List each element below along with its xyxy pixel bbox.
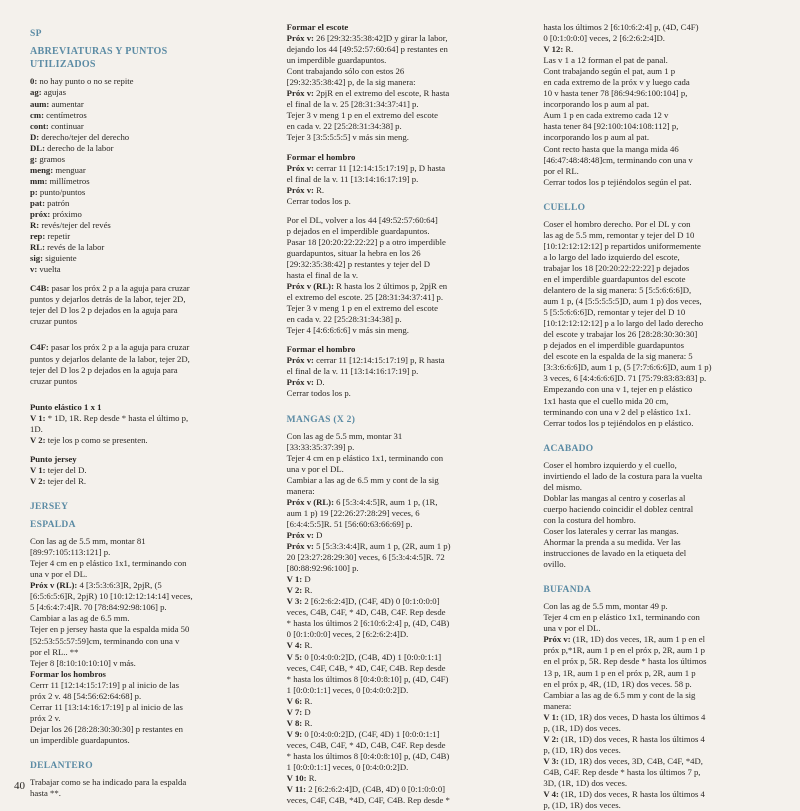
abbreviation-item: cm: centímetros [30, 109, 87, 120]
instruction-row: V 1: D [286, 574, 311, 585]
column-2 [287, 22, 530, 811]
section-title-bufanda: BUFANDA [543, 585, 592, 596]
abbreviation-item: v: vuelta [30, 264, 61, 275]
text-line: puntos y dejarlos delante de la labor, tejer 2D, [30, 353, 190, 364]
text-line: una v por el DL. [30, 569, 88, 580]
abbreviation-item: g: gramos [30, 153, 65, 164]
text-line: tejer del D los 2 p dejados en la aguja para [30, 364, 178, 375]
text-line: hasta los últimos 2 [6:10:6:2:4] p, (4D, C4F) [543, 22, 699, 32]
espalda-instructions: Con las ag de 5.5 mm, montar 81 [89:97:105:113:121] p. Tejer 4 cm en p elástico 1x1, terminando con una v por el DL. Próx v (RL): 4 [3:5:3:6:3]R, 2pjR, (5 [6:5:6:5:6]R, 2pjR) 10 [10:12:12:14:14] veces, 5 [4:6:4:7:4]R. 70 [78:84:92:98:106] p. Cambiar a las ag de 6.5 mm. Tejer en p jersey hasta que la espalda mida 50 [52:53:55:57:59]cm, terminando con una v por el RL.. ** Tejer 8 [8:10:10:10:10] v más. Formar los hombros Cerrr 11 [12:14:15:17:19] p al inicio de las próx 2 v. 48 [54:56:62:64:68] p. Cerrar 11 [13:14:16:17:19] p al inicio de las próx 2 v. Dejar los 26 [28:28:30:30:30] p restantes en un imperdible guardapuntos. [30, 536, 273, 746]
instruction-row: Próx v: D [286, 529, 323, 540]
text-line: 3 veces, 6 [4:4:6:6:6]D. 71 [75:79:83:83:83] p. [543, 373, 707, 384]
text-line: Coser los laterales y cerrar las mangas. [543, 526, 679, 536]
text-line: Trabajar como se ha indicado para la espalda [30, 777, 187, 788]
text-line: incorporando los p aum al pat. [543, 132, 650, 143]
text-line: delantero de la sig manera: 5 [5:5:6:6:6]D, [543, 285, 692, 296]
text-line: el final de la v. 11 [13:14:16:17:19] p. [286, 366, 419, 377]
text-line: hasta **. [30, 788, 61, 799]
text-line: Cambiar a las ag de 6.5 mm y cont de la sig [286, 474, 439, 485]
text-line: Con las ag de 5.5 mm, montar 49 p. [543, 601, 668, 612]
text-line: [33:33:35:37:39] p. [286, 441, 355, 452]
text-line: próx p,*1R, aum 1 p en el próx p, 2R, aum 1 p [543, 645, 706, 656]
text-line: terminando con una v 2 del p elástico 1x1. [543, 406, 691, 417]
instruction-row: Próx v (RL): 6 [5:3:4:4:5]R, aum 1 p, (1R, aum 1 p) 19 [22:26:27:28:29] veces, 6 [6:4:4:5:5]R. 51 [56:60:63:66:69] p. [286, 496, 438, 529]
section-title-abbreviations: ABREVIATURAS Y PUNTOS UTILIZADOS [30, 46, 168, 70]
text-line: ovillo. [543, 559, 566, 570]
column-3 [543, 22, 786, 811]
abbreviation-item: meng: menguar [30, 164, 86, 175]
section-title-delantero: DELANTERO [30, 761, 93, 771]
text-line: un imperdible guardapuntos. [286, 55, 387, 66]
abbreviation-item: rep: repetir [30, 231, 71, 242]
text-line: Con las ag de 5.5 mm, montar 81 [30, 536, 146, 547]
text-line: Cerrar 11 [13:14:16:17:19] p al inicio de las [30, 701, 183, 712]
text-line: Empezando con una v 1, tejer en p elástico [543, 384, 693, 395]
text-line: trabajar los 18 [20:20:22:22:22] p dejados [543, 262, 690, 273]
text-line: una v por el DL. [543, 623, 601, 634]
text-line: cruzar puntos [30, 375, 78, 386]
abbreviation-item: aum: aumentar [30, 98, 84, 109]
text-line: dejando los 44 [49:52:57:60:64] p restantes en [286, 44, 448, 55]
section-title-espalda: ESPALDA [30, 520, 76, 531]
bufanda-instructions: Con las ag de 5.5 mm, montar 49 p. Tejer 4 cm en p elástico 1x1, terminando con una v por el DL. Próx v: (1R, 1D) dos veces, 1R, aum 1 p en el próx p,*1R, aum 1 p en el próx p, 2R, aum 1 p en el próx p, 5R. Rep desde * hasta los últimos 13 p, 1R, aum 1 p en el próx p, 2R, aum 1 p en el próx p, 4R, (1D, 1R) dos veces. 58 p. Cambiar a las ag de 6.5 mm y cont de la sig manera: V 1: (1D, 1R) dos veces, D hasta los últimos 4 p, (1R, 1D) dos veces. V 2: (1R, 1D) dos veces, R hasta los últimos 4 p, (1D, 1R) dos veces. V 3: (1D, 1R) dos veces, 3D, C4B, C4F, *4D, C4B, C4F. Rep desde * hasta los últimos 7 p, 3D, (1R, 1D) dos veces. V 4: (1R, 1D) dos veces, R hasta los últimos 4 p, (1D, 1R) dos veces. [543, 601, 786, 811]
abbreviation-item: RL: revés de la labor [30, 242, 105, 253]
abbreviation-item: DL: derecho de la labor [30, 142, 114, 153]
column-1 [30, 22, 273, 811]
text-line: Cont trabajando sólo con estos 26 [286, 66, 405, 77]
text-line: 1x1 hasta que el cuello mida 20 cm, [543, 395, 669, 406]
instruction-row: V 1: (1D, 1R) dos veces, D hasta los últimos 4 p, (1R, 1D) dos veces. [543, 711, 706, 733]
elastic-stitch: Punto elástico 1 x 1 V 1: * 1D, 1R. Rep desde * hasta el último p, 1D. V 2: teje los p como se presenten. [30, 402, 273, 446]
text-line: Cerrar todos los p tejiéndolos según el pat. [543, 176, 692, 187]
abbreviation-list [30, 76, 273, 275]
text-line: p dejados en el imperdible guardapuntos [543, 340, 684, 351]
text-line: Cambiar a las ag de 6.5 mm. [30, 613, 130, 624]
page-number: 40 [14, 780, 25, 792]
text-line: instrucciones de lavado en la etiqueta del [543, 548, 687, 559]
hombro-1-instructions: Próx v: cerrar 11 [12:14:15:17:19] p, D hasta el final de la v. 11 [13:14:16:17:19] p. Próx v: R. Cerrar todos los p. [287, 163, 530, 207]
text-line: [6:5:6:5:6]R, 2pjR) 10 [10:12:12:14:14] veces, [30, 591, 193, 602]
text-line: Coser el hombro izquierdo y el cuello, [543, 459, 677, 470]
instruction-row: V 3: (1D, 1R) dos veces, 3D, C4B, C4F, *4D, C4B, C4F. Rep desde * hasta los últimos 7 p, 3D, (1R, 1D) dos veces. [543, 755, 703, 788]
text-line: guardapuntos, situar la hebra en los 26 [286, 247, 421, 258]
text-line: en el próx p, 4R, (1D, 1R) dos veces. 58 p. [543, 678, 692, 689]
text-line: un imperdible guardapuntos. [30, 734, 130, 745]
abbreviation-item: ag: agujas [30, 87, 66, 98]
text-line: cruzar puntos [30, 316, 78, 327]
section-title-mangas: MANGAS (X 2) [286, 414, 356, 425]
abbreviation-item: R: revés/tejer del revés [30, 220, 111, 231]
text-line: 5 [5:5:6:6:6]D, remontar y tejer del D 10 [543, 307, 686, 318]
text-line: el extremo del escote. 25 [28:31:34:37:41] p. [286, 292, 444, 303]
instruction-row: V 5: 0 [0:4:0:0:2]D, (C4B, 4D) 1 [0:0:0:1:1] veces, C4F, C4B, * 4D, C4F, C4B. Rep desde * hasta los últimos 8 [0:4:0:8:10] p, (4D, C4F) 1 [0:0:0:1:1] veces, 0 [0:4:0:0:2]D. [286, 651, 449, 695]
instruction-row: V 8: R. [286, 717, 313, 728]
text-line: próx 2 v. 48 [54:56:62:64:68] p. [30, 690, 142, 701]
text-line: Dejar los 26 [28:28:30:30:30] p restantes en [30, 723, 183, 734]
text-line: [10:12:12:12:12] p a lo largo del lado derecho [543, 318, 704, 329]
text-line: aum 1 p, (4 [5:5:5:5:5]D, aum 1 p) dos veces, [543, 296, 702, 307]
instruction-row: V 3: 2 [6:2:6:2:4]D, (C4F, 4D) 0 [0:1:0:0:0] veces, C4B, C4F, * 4D, C4B, C4F. Rep desde * hasta los últimos 2 [6:10:6:2:4] p, (4D, C4B) 0 [0:1:0:0:0] veces, 2 [6:2:6:2:4]D. [286, 596, 450, 640]
text-line: Tejer 4 cm en p elástico 1x1, terminando con [30, 558, 187, 569]
mangas-instructions [287, 431, 530, 807]
instruction-row: Próx v: 5 [5:3:3:4:4]R, aum 1 p, (2R, aum 1 p) 20 [23:27:28:29:30] veces, 6 [5:3:4:4:5]R. 72 [80:88:92:96:100] p. [286, 541, 451, 574]
text-line: próx 2 v. [30, 712, 61, 723]
text-line: en el próx p, 5R. Rep desde * hasta los últimos [543, 656, 707, 667]
text-line: Tejer 3 v meng 1 p en el extremo del escote [286, 110, 439, 121]
section-title-cuello: CUELLO [543, 202, 586, 213]
text-line: Pasar 18 [20:20:22:22:22] p a otro imperdible [286, 236, 446, 247]
text-line: tejer del D los 2 p dejados en la aguja para [30, 305, 178, 316]
text-line: 5 [4:6:4:7:4]R. 70 [78:84:92:98:106] p. [30, 602, 167, 613]
instruction-row: V 2: R. [286, 585, 313, 596]
abbreviation-item: D: derecho/tejer del derecho [30, 131, 130, 142]
delantero-instructions [30, 777, 273, 799]
text-line: incorporando los p aum al pat. [543, 99, 650, 110]
text-line: Tejer 3 [3:5:5:5:5] v más sin meng. [286, 132, 409, 143]
abbreviation-item: cont: continuar [30, 120, 84, 131]
text-line: Cont trabajando según el pat, aum 1 p [543, 66, 676, 77]
mangas-continued: hasta los últimos 2 [6:10:6:2:4] p, (4D, C4F) 0 [0:1:0:0:0] veces, 2 [6:2:6:2:4]D. V 12: R. Las v 1 a 12 forman el pat de panal. Cont trabajando según el pat, aum 1 p en cada extremo de la próx v y luego cada 10 v hasta tener 78 [86:94:96:100:104] p, incorporando los p aum al pat. Aum 1 p en cada extremo cada 12 v hasta tener 84 [92:100:104:108:112] p, incorporando los p aum al pat. Cont recto hasta que la manga mida 46 [46:47:48:48:48]cm, terminando con una v por el RL. Cerrar todos los p tejiéndolos según el pat. [543, 22, 786, 188]
text-line: cuerpo haciendo coincidir el doblez central [543, 503, 694, 514]
text-line: manera: [543, 700, 572, 711]
subsection-hombro-2: Formar el hombro [286, 344, 356, 355]
escote-instructions: Próx v: 26 [29:32:35:38:42]D y girar la labor, dejando los 44 [49:52:57:60:64] p restantes en un imperdible guardapuntos. Cont trabajando sólo con estos 26 [29:32:35:38:42] p, de la sig manera: Próx v: 2pjR en el extremo del escote, R hasta el final de la v. 25 [28:31:34:37:41] p. Tejer 3 v meng 1 p en el extremo del escote en cada v. 22 [25:28:31:34:38] p. Tejer 3 [3:5:5:5:5] v más sin meng. [287, 33, 530, 143]
instruction-row: V 9: 0 [0:4:0:0:2]D, (C4F, 4D) 1 [0:0:0:1:1] veces, C4B, C4F, * 4D, C4B, C4F. Rep desde * hasta los últimos 8 [0:4:0:8:10] p, (4D, C4B) 1 [0:0:0:1:1] veces, 0 [0:4:0:0:2]D. [286, 728, 450, 772]
text-line: Aum 1 p en cada extremo cada 12 v [543, 110, 669, 121]
c4f-definition: C4F: pasar los próx 2 p a la aguja para cruzar puntos y dejarlos delante de la labor, tejer 2D, tejer del D los 2 p dejados en la aguja para cruzar puntos [30, 342, 273, 386]
jersey-stitch: Punto jersey V 1: tejer del D. V 2: tejer del R. [30, 453, 87, 486]
text-line: puntos y dejarlos detrás de la labor, tejer 2D, [30, 294, 186, 305]
cuello-instructions [543, 219, 786, 429]
text-line: por el RL.. ** [30, 646, 79, 657]
text-line: Tejer 4 cm en p elástico 1x1, terminando con [286, 452, 444, 463]
text-line: Cerrar todos los p tejiéndolos en p elástico. [543, 417, 694, 428]
text-line: hasta tener 84 [92:100:104:108:112] p, [543, 121, 679, 132]
text-line: en el imperdible guardapuntos del escote [543, 274, 686, 284]
abbreviation-item: 0: no hay punto o no se repite [30, 76, 134, 87]
text-line: Con las ag de 5.5 mm, montar 31 [286, 430, 403, 441]
instruction-row: V 4: R. [286, 640, 313, 651]
abbreviation-item: sig: siguiente [30, 253, 77, 264]
text-line: p dejados en el imperdible guardapuntos. [286, 225, 430, 236]
instruction-row: V 2: (1R, 1D) dos veces, R hasta los últimos 4 p, (1D, 1R) dos veces. [543, 733, 705, 755]
text-line: con la costura del hombro. [543, 514, 636, 525]
text-line: Ahormar la prenda a su medida. Ver las [543, 537, 681, 548]
instruction-row: V 11: 2 [6:2:6:2:4]D, (C4B, 4D) 0 [0:1:0:0:0] veces, C4F, C4B, *4D, C4F, C4B. Rep desde * [286, 784, 450, 806]
text-line: [29:32:35:38:42] p restantes y tejer del D [286, 258, 430, 269]
acabado-instructions [543, 460, 786, 570]
instruction-row: V 6: R. [286, 695, 313, 706]
language-code: SP [30, 29, 42, 39]
section-title-acabado: ACABADO [543, 443, 594, 454]
text-line: en cada v. 22 [25:28:31:34:38] p. [286, 314, 402, 325]
text-line: [89:97:105:113:121] p. [30, 547, 111, 558]
text-line: [10:12:12:12:12] p repartidos uniformemente [543, 240, 701, 251]
abbreviation-item: p: punto/puntos [30, 186, 86, 197]
text-line: del mismo. [543, 481, 582, 492]
abbreviation-item: próx: próximo [30, 209, 82, 219]
text-line: una v por el DL. [286, 463, 344, 474]
section-title-jersey: JERSEY [30, 501, 69, 512]
text-line: a lo largo del lado izquierdo del escote, [543, 251, 680, 262]
text-line: del escote y trabajar los 26 [28:28:30:30:30] [543, 329, 698, 340]
text-line: por el RL. [543, 165, 579, 176]
text-line: manera: [286, 485, 315, 496]
c4b-definition: C4B: pasar los próx 2 p a la aguja para cruzar puntos y dejarlos detrás de la labor, tejer 2D, tejer del D los 2 p dejados en la aguja para cruzar puntos [30, 283, 273, 327]
text-line: [46:47:48:48:48]cm, terminando con una v [543, 154, 693, 165]
subsection-hombro-1: Formar el hombro [286, 151, 356, 162]
instruction-row: V 4: (1R, 1D) dos veces, R hasta los últimos 4 p, (1D, 1R) dos veces. [543, 789, 705, 811]
text-line: invirtiendo el lado de la costura para la vuelta [543, 470, 703, 481]
text-line: hasta el final de la v. [286, 269, 358, 280]
instruction-row: V 10: R. [286, 773, 317, 784]
text-line: [3:3:6:6:6]D, aum 1 p, (5 [7:7:6:6:6]D, aum 1 p) [543, 362, 712, 373]
abbreviation-item: pat: patrón [30, 197, 70, 208]
text-line: del escote en la espalda de la sig manera: 5 [543, 351, 693, 362]
text-line: Las v 1 a 12 forman el pat de panal. [543, 55, 668, 66]
text-line: las ag de 5.5 mm, remontar y tejer del D 10 [543, 229, 695, 240]
text-line: 1D. [30, 423, 43, 434]
text-line: Cont recto hasta que la manga mida 46 [543, 143, 679, 154]
text-line: Cambiar a las ag de 6.5 mm y cont de la sig [543, 689, 696, 700]
text-line: 13 p, 1R, aum 1 p en el próx p, 2R, aum 1 p [543, 667, 696, 678]
text-line: [52:53:55:57:59]cm, terminando con una v [30, 635, 180, 646]
abbreviation-item: mm: millímetros [30, 175, 90, 186]
text-line: 0 [0:1:0:0:0] veces, 2 [6:2:6:2:4]D. [543, 33, 665, 44]
text-line: [29:32:35:38:42] p, de la sig manera: [286, 77, 416, 88]
text-line: Tejer 3 v meng 1 p en el extremo del escote [286, 303, 439, 314]
text-line: el final de la v. 11 [13:14:16:17:19] p. [286, 173, 419, 184]
text-line: Tejer en p jersey hasta que la espalda mida 50 [30, 624, 190, 635]
text-line: Tejer 8 [8:10:10:10:10] v más. [30, 657, 136, 668]
dl-instructions: Por el DL, volver a los 44 [49:52:57:60:64] p dejados en el imperdible guardapuntos. Pasar 18 [20:20:22:22:22] p a otro imperdible guardapuntos, situar la hebra en los 26 [29:32:35:38:42] p restantes y tejer del D hasta el final de la v. Próx v (RL): R hasta los 2 últimos p, 2pjR en el extremo del escote. 25 [28:31:34:37:41] p. Tejer 3 v meng 1 p en el extremo del escote en cada v. 22 [25:28:31:34:38] p. Tejer 4 [4:6:6:6:6] v más sin meng. [287, 215, 530, 337]
text-line: Tejer 4 [4:6:6:6:6] v más sin meng. [286, 325, 409, 336]
text-line: Doblar las mangas al centro y coserlas al [543, 492, 686, 503]
text-line: en cada extremo de la próx v y luego cada [543, 77, 690, 88]
text-line: 10 v hasta tener 78 [86:94:96:100:104] p, [543, 88, 688, 99]
text-line: Por el DL, volver a los 44 [49:52:57:60:64] [286, 214, 438, 225]
text-line: en cada v. 22 [25:28:31:34:38] p. [286, 121, 402, 132]
text-line: el final de la v. 25 [28:31:34:37:41] p. [286, 99, 419, 110]
hombro-2-instructions: Próx v: cerrar 11 [12:14:15:17:19] p, R hasta el final de la v. 11 [13:14:16:17:19] p. Próx v: D. Cerrar todos los p. [287, 355, 530, 399]
text-line: Coser el hombro derecho. Por el DL y con [543, 218, 691, 229]
subsection-escote: Formar el escote [286, 22, 349, 32]
text-line: Cerrr 11 [12:14:15:17:19] p al inicio de las [30, 679, 180, 690]
instruction-row: V 7: D [286, 706, 311, 717]
text-line: Tejer 4 cm en p elástico 1x1, terminando con [543, 612, 700, 623]
